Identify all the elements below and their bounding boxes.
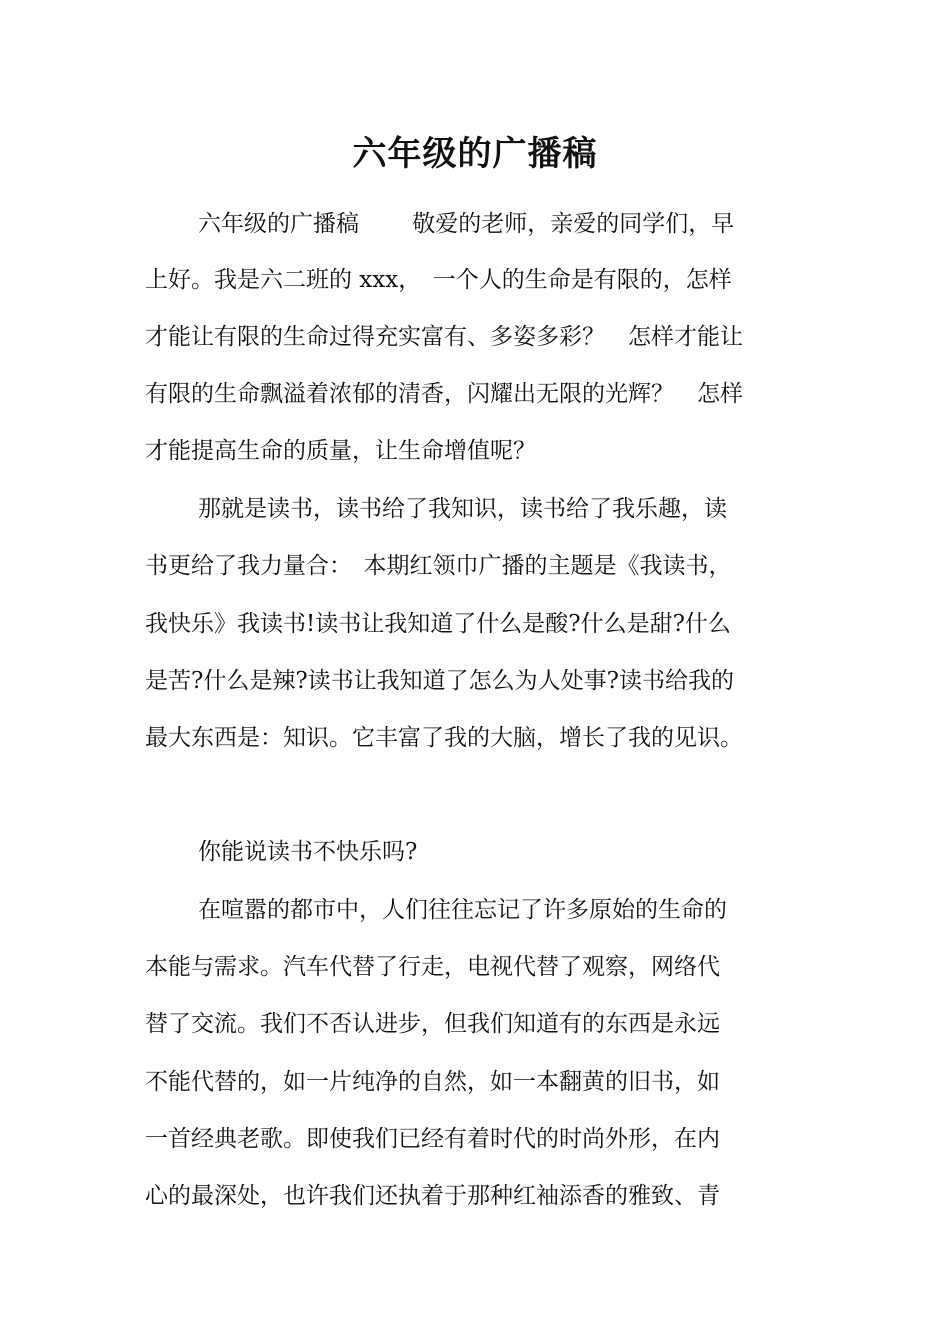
paragraph-line: 替了交流。我们不否认进步，但我们知道有的东西是永远 (145, 1011, 720, 1037)
paragraph-line: 才能让有限的生命过得充实富有、多姿多彩？ 怎样才能让 (145, 324, 743, 350)
paragraph-line: 六年级的广播稿 敬爱的老师，亲爱的同学们，早 (198, 211, 735, 237)
paragraph-line: 上好。我是六二班的 xxx， 一个人的生命是有限的，怎样 (145, 267, 732, 293)
paragraph-line: 我快乐》我读书!读书让我知道了什么是酸?什么是甜?什么 (145, 611, 731, 637)
paragraph-line: 本能与需求。汽车代替了行走，电视代替了观察，网络代 (145, 954, 720, 980)
paragraph-line: 是苦?什么是辣?读书让我知道了怎么为人处事?读书给我的 (145, 668, 734, 694)
paragraph-line: 书更给了我力量合： 本期红领巾广播的主题是《我读书， (145, 553, 732, 579)
paragraph-line: 一首经典老歌。即使我们已经有着时代的时尚外形，在内 (145, 1126, 720, 1152)
paragraph-line: 才能提高生命的质量，让生命增值呢？ (145, 438, 536, 464)
document-title: 六年级的广播稿 (352, 134, 598, 174)
paragraph-line: 心的最深处，也许我们还执着于那种红袖添香的雅致、青 (145, 1183, 720, 1209)
paragraph-line: 有限的生命飘溢着浓郁的清香，闪耀出无限的光辉？ 怎样 (145, 381, 743, 407)
paragraph-line: 那就是读书，读书给了我知识，读书给了我乐趣，读 (198, 496, 727, 522)
paragraph-line: 在喧嚣的都市中，人们往往忘记了许多原始的生命的 (198, 897, 727, 923)
paragraph-line: 不能代替的，如一片纯净的自然，如一本翻黄的旧书，如 (145, 1069, 720, 1095)
paragraph-line: 你能说读书不快乐吗? (198, 839, 418, 865)
paragraph-line: 最大东西是：知识。它丰富了我的大脑，增长了我的见识。 (145, 725, 743, 751)
